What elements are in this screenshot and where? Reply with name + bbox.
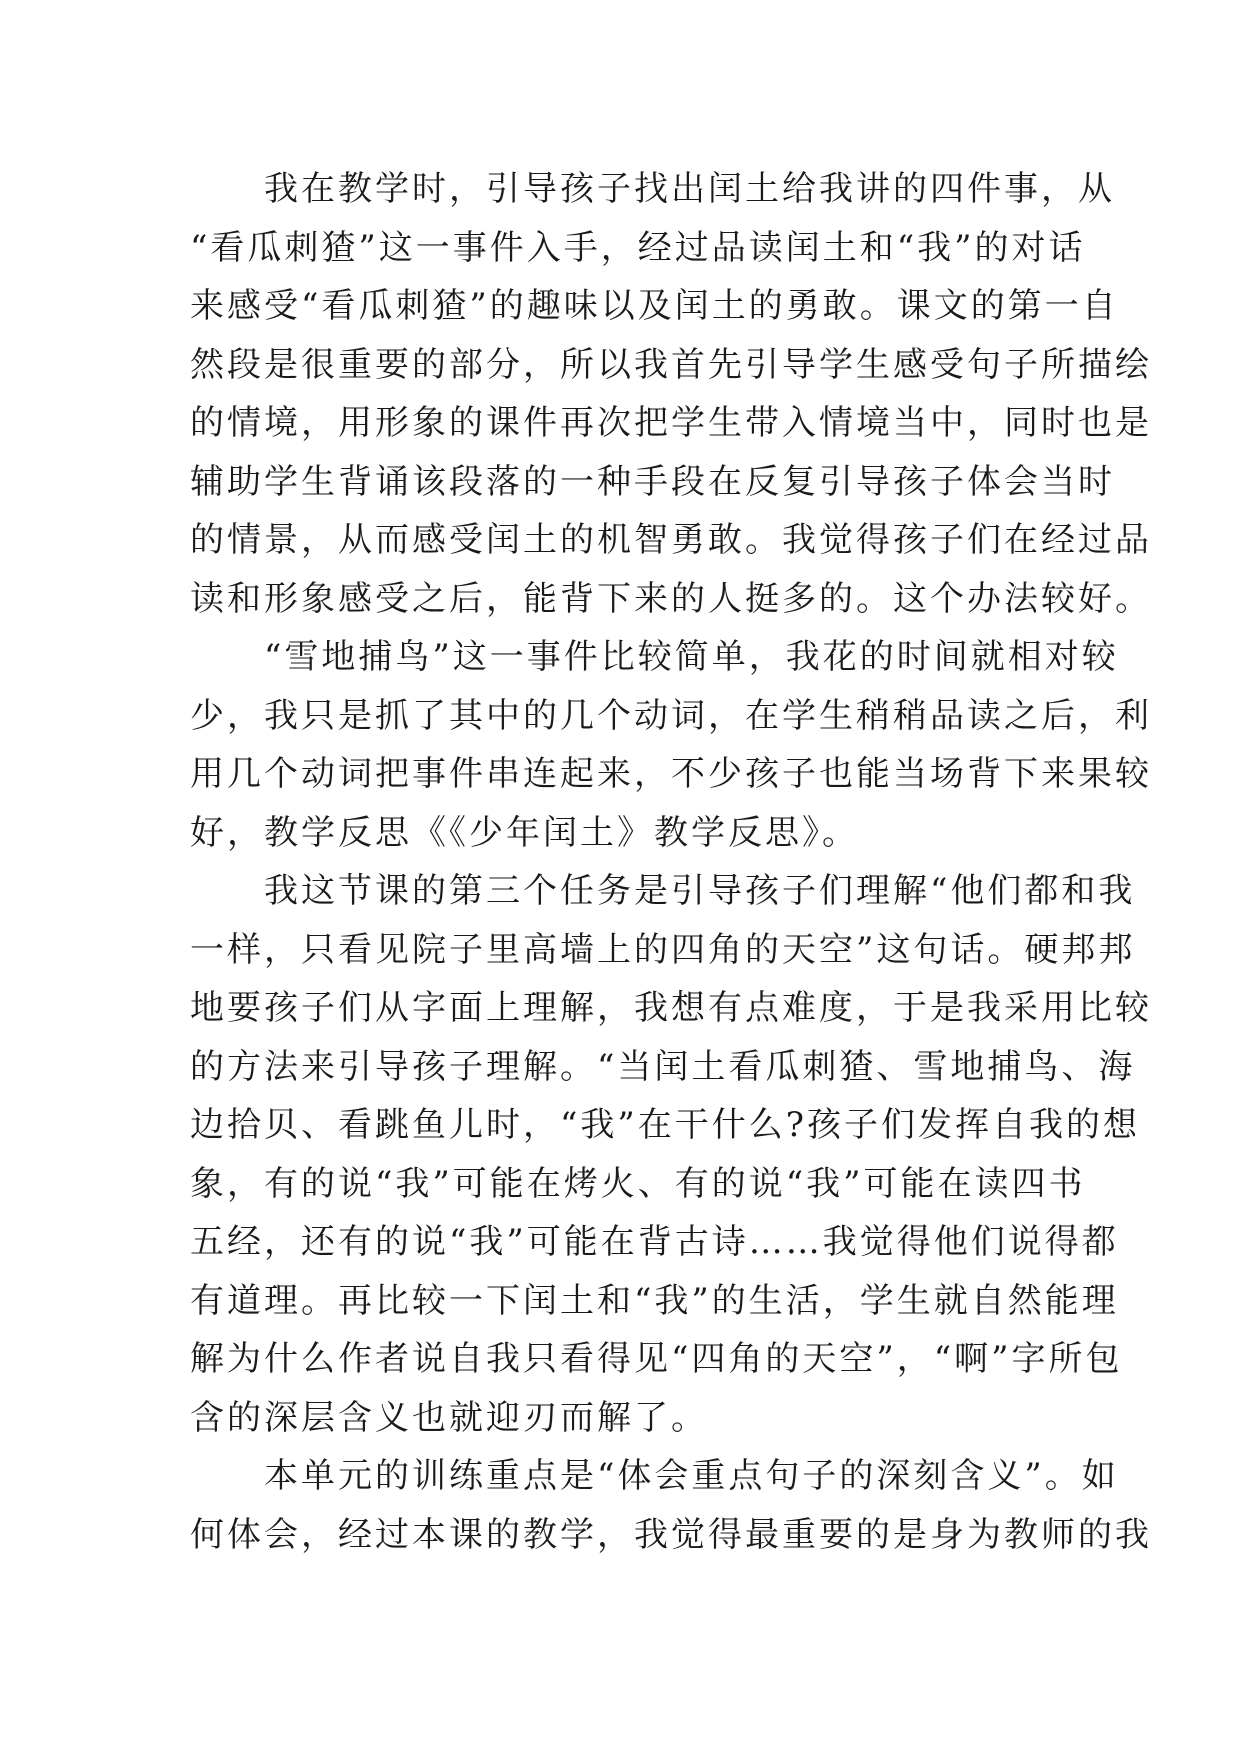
text-line: 少，我只是抓了其中的几个动词，在学生稍稍品读之后，利 — [190, 695, 1152, 736]
text-line: 的情景，从而感受闰土的机智勇敢。我觉得孩子们在经过品 — [190, 520, 1152, 560]
text-line: 我在教学时，引导孩子找出闰土给我讲的四件事，从 — [190, 169, 1115, 209]
text-line: 的情境，用形象的课件再次把学生带入情境当中，同时也是 — [190, 403, 1152, 443]
text-line: 有道理。再比较一下闰土和“我”的生活，学生就自然能理 — [190, 1280, 1119, 1321]
paragraph-1 — [190, 160, 1152, 628]
paragraph-2 — [190, 628, 1152, 862]
paragraph-4 — [190, 1447, 1152, 1564]
text-line: 用几个动词把事件串连起来，不少孩子也能当场背下来果较 — [190, 754, 1152, 794]
text-line: 的方法来引导孩子理解。“当闰土看瓜刺猹、雪地捕鸟、海 — [190, 1046, 1136, 1087]
text-line: 解为什么作者说自我只看得见“四角的天空”，“啊”字所包 — [190, 1339, 1123, 1379]
paragraph-3 — [190, 862, 1152, 1447]
text-line: 何体会，经过本课的教学，我觉得最重要的是身为教师的我 — [190, 1514, 1152, 1555]
text-line: 边拾贝、看跳鱼儿时，“我”在干什么?孩子们发挥自我的想 — [190, 1105, 1140, 1145]
text-line: 好，教学反思《《少年闰土》教学反思》。 — [190, 812, 859, 853]
text-line: 来感受“看瓜刺猹”的趣味以及闰土的勇敢。课文的第一自 — [190, 286, 1119, 326]
text-line: 读和形象感受之后，能背下来的人挺多的。这个办法较好。 — [190, 578, 1152, 619]
text-line: 含的深层含义也就迎刃而解了。 — [190, 1397, 708, 1438]
text-line: 地要孩子们从字面上理解，我想有点难度，于是我采用比较 — [190, 988, 1152, 1028]
text-line: 五经，还有的说“我”可能在背古诗……我觉得他们说得都 — [190, 1222, 1119, 1262]
text-line: 然段是很重要的部分，所以我首先引导学生感受句子所描绘 — [190, 344, 1152, 385]
text-line: 我这节课的第三个任务是引导孩子们理解“他们都和我 — [190, 871, 1136, 911]
text-line: “看瓜刺猹”这一事件入手，经过品读闰土和“我”的对话 — [190, 227, 1086, 268]
text-line: 象，有的说“我”可能在烤火、有的说“我”可能在读四书 — [190, 1163, 1086, 1204]
document-body — [190, 160, 1152, 1564]
text-line: “雪地捕鸟”这一事件比较简单，我花的时间就相对较 — [190, 637, 1119, 677]
text-line: 一样，只看见院子里高墙上的四角的天空”这句话。硬邦邦 — [190, 929, 1136, 970]
text-line: 本单元的训练重点是“体会重点句子的深刻含义”。如 — [190, 1456, 1119, 1496]
text-line: 辅助学生背诵该段落的一种手段在反复引导孩子体会当时 — [190, 461, 1115, 502]
